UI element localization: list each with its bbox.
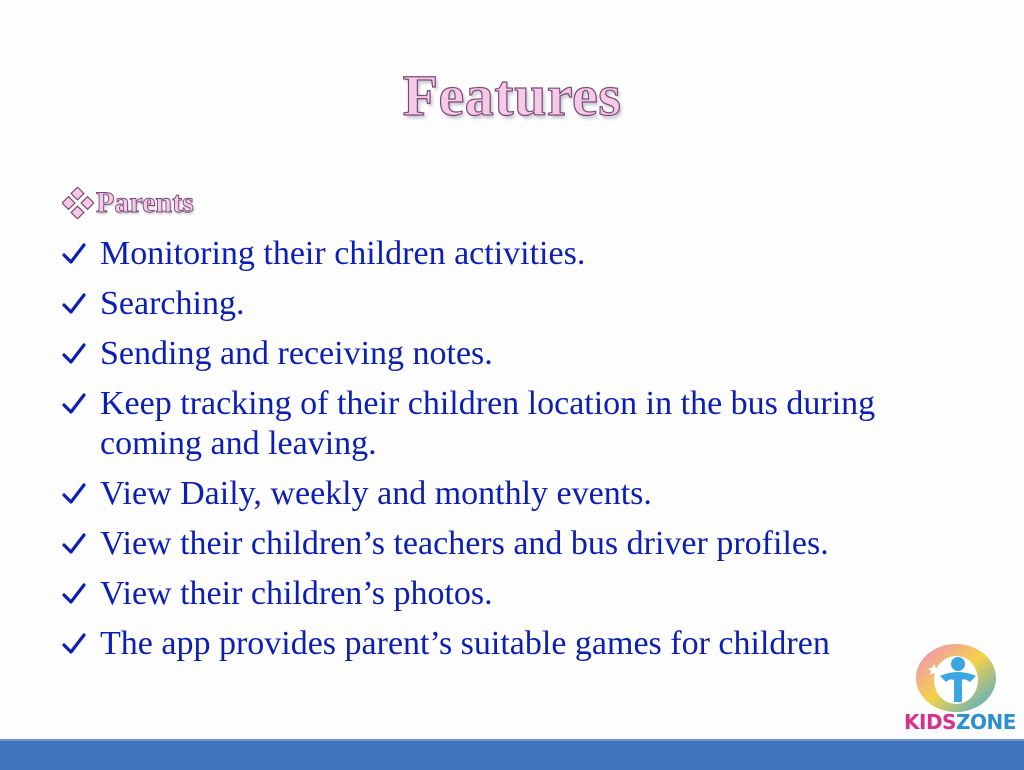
list-item (62, 334, 942, 374)
list-item-text: View their children’s teachers and bus driver profiles. (100, 525, 829, 562)
checkmark-icon (62, 524, 90, 564)
list-item-text: Monitoring their children activities. (100, 235, 586, 272)
checkmark-icon (62, 234, 90, 274)
logo-wordmark (904, 710, 1024, 734)
feature-list (62, 234, 942, 674)
logo-kids-text: KIDS (904, 710, 956, 734)
checkmark-icon (62, 574, 90, 614)
section-heading (62, 186, 194, 220)
list-item (62, 234, 942, 274)
checkmark-icon (62, 624, 90, 664)
logo-emblem-icon (900, 642, 1024, 714)
list-item-text: Sending and receiving notes. (100, 335, 493, 372)
checkmark-icon (62, 474, 90, 514)
list-item (62, 284, 942, 324)
list-item-text: The app provides parent’s suitable games for children (100, 625, 830, 662)
list-item (62, 624, 942, 664)
diamond-bullet-icon (62, 187, 94, 219)
list-item-text: View Daily, weekly and monthly events. (100, 475, 652, 512)
checkmark-icon (62, 334, 90, 374)
list-item-text: View their children’s photos. (100, 575, 493, 612)
logo-zone-text: ZONE (955, 710, 1016, 734)
slide-title: Features (402, 63, 622, 128)
list-item (62, 474, 942, 514)
footer-bar (0, 739, 1024, 770)
list-item-text: Keep tracking of their children location in the bus during coming and leaving. (100, 385, 876, 462)
list-item (62, 524, 942, 564)
kidszone-logo (900, 642, 1024, 742)
list-item (62, 384, 942, 464)
checkmark-icon (62, 384, 90, 424)
list-item-text: Searching. (100, 285, 245, 322)
list-item (62, 574, 942, 614)
section-label-parents: Parents (96, 186, 194, 219)
checkmark-icon (62, 284, 90, 324)
